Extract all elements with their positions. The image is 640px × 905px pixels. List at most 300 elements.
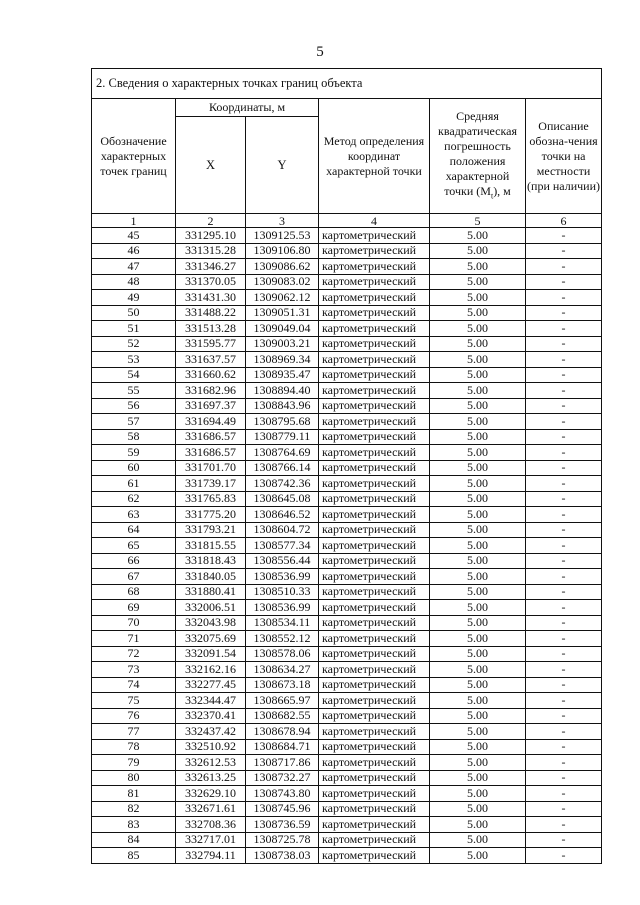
point-id-cell: 58 — [92, 429, 176, 445]
y-coordinate-cell: 1309125.53 — [246, 228, 319, 244]
description-cell: - — [526, 677, 602, 693]
y-coordinate-cell: 1308894.40 — [246, 383, 319, 399]
error-cell: 5.00 — [430, 476, 526, 492]
point-id-cell: 83 — [92, 817, 176, 833]
table-row — [92, 724, 602, 740]
table-row — [92, 429, 602, 445]
y-coordinate-cell: 1308678.94 — [246, 724, 319, 740]
column-number: 1 — [92, 214, 176, 228]
point-id-cell: 67 — [92, 569, 176, 585]
x-coordinate-cell: 331818.43 — [176, 553, 246, 569]
method-cell: картометрический — [319, 631, 430, 647]
table-row — [92, 600, 602, 616]
method-cell: картометрический — [319, 321, 430, 337]
x-coordinate-cell: 332671.61 — [176, 801, 246, 817]
description-cell: - — [526, 646, 602, 662]
x-coordinate-cell: 332510.92 — [176, 739, 246, 755]
table-row — [92, 460, 602, 476]
x-coordinate-cell: 331637.57 — [176, 352, 246, 368]
x-coordinate-cell: 331775.20 — [176, 507, 246, 523]
table-row — [92, 569, 602, 585]
error-cell: 5.00 — [430, 522, 526, 538]
description-cell: - — [526, 848, 602, 864]
error-cell: 5.00 — [430, 724, 526, 740]
method-cell: картометрический — [319, 569, 430, 585]
y-coordinate-cell: 1308682.55 — [246, 708, 319, 724]
description-cell: - — [526, 414, 602, 430]
table-row — [92, 739, 602, 755]
x-coordinate-cell: 332075.69 — [176, 631, 246, 647]
y-coordinate-cell: 1309083.02 — [246, 274, 319, 290]
point-id-cell: 73 — [92, 662, 176, 678]
description-cell: - — [526, 522, 602, 538]
point-id-cell: 51 — [92, 321, 176, 337]
y-coordinate-cell: 1308665.97 — [246, 693, 319, 709]
x-coordinate-cell: 331370.05 — [176, 274, 246, 290]
point-id-cell: 68 — [92, 584, 176, 600]
x-coordinate-cell: 332613.25 — [176, 770, 246, 786]
method-cell: картометрический — [319, 584, 430, 600]
x-coordinate-cell: 331701.70 — [176, 460, 246, 476]
description-cell: - — [526, 476, 602, 492]
method-cell: картометрический — [319, 290, 430, 306]
x-coordinate-cell: 331840.05 — [176, 569, 246, 585]
table-row — [92, 290, 602, 306]
description-cell: - — [526, 290, 602, 306]
method-cell: картометрический — [319, 367, 430, 383]
error-cell: 5.00 — [430, 290, 526, 306]
y-coordinate-cell: 1308577.34 — [246, 538, 319, 554]
header-error — [430, 99, 526, 214]
error-cell: 5.00 — [430, 336, 526, 352]
section-title: 2. Сведения о характерных точках границ объекта — [92, 69, 602, 99]
y-coordinate-cell: 1308843.96 — [246, 398, 319, 414]
table-row — [92, 553, 602, 569]
point-id-cell: 72 — [92, 646, 176, 662]
point-id-cell: 80 — [92, 770, 176, 786]
error-cell: 5.00 — [430, 631, 526, 647]
error-cell: 5.00 — [430, 274, 526, 290]
point-id-cell: 84 — [92, 832, 176, 848]
y-coordinate-cell: 1308745.96 — [246, 801, 319, 817]
method-cell: картометрический — [319, 522, 430, 538]
description-cell: - — [526, 383, 602, 399]
table-row — [92, 693, 602, 709]
y-coordinate-cell: 1308646.52 — [246, 507, 319, 523]
x-coordinate-cell: 332370.41 — [176, 708, 246, 724]
x-coordinate-cell: 331739.17 — [176, 476, 246, 492]
method-cell: картометрический — [319, 259, 430, 275]
x-coordinate-cell: 332043.98 — [176, 615, 246, 631]
table-row — [92, 491, 602, 507]
y-coordinate-cell: 1308725.78 — [246, 832, 319, 848]
y-coordinate-cell: 1308743.80 — [246, 786, 319, 802]
table-row — [92, 367, 602, 383]
column-number: 5 — [430, 214, 526, 228]
point-id-cell: 81 — [92, 786, 176, 802]
description-cell: - — [526, 228, 602, 244]
error-cell: 5.00 — [430, 646, 526, 662]
table-row — [92, 476, 602, 492]
error-cell: 5.00 — [430, 228, 526, 244]
table-row — [92, 646, 602, 662]
method-cell: картометрический — [319, 429, 430, 445]
y-coordinate-cell: 1308795.68 — [246, 414, 319, 430]
header-point: Обозначение характерных точек границ — [92, 99, 176, 214]
error-cell: 5.00 — [430, 243, 526, 259]
method-cell: картометрический — [319, 274, 430, 290]
column-number: 6 — [526, 214, 602, 228]
description-cell: - — [526, 755, 602, 771]
point-id-cell: 79 — [92, 755, 176, 771]
y-coordinate-cell: 1309051.31 — [246, 305, 319, 321]
error-cell: 5.00 — [430, 538, 526, 554]
point-id-cell: 62 — [92, 491, 176, 507]
x-coordinate-cell: 331488.22 — [176, 305, 246, 321]
description-cell: - — [526, 336, 602, 352]
error-cell: 5.00 — [430, 507, 526, 523]
method-cell: картометрический — [319, 460, 430, 476]
table-row — [92, 507, 602, 523]
error-cell: 5.00 — [430, 352, 526, 368]
x-coordinate-cell: 331295.10 — [176, 228, 246, 244]
y-coordinate-cell: 1308684.71 — [246, 739, 319, 755]
description-cell: - — [526, 600, 602, 616]
method-cell: картометрический — [319, 832, 430, 848]
point-id-cell: 63 — [92, 507, 176, 523]
error-cell: 5.00 — [430, 584, 526, 600]
x-coordinate-cell: 332277.45 — [176, 677, 246, 693]
page-number: 5 — [316, 44, 324, 60]
table-row — [92, 383, 602, 399]
x-coordinate-cell: 332162.16 — [176, 662, 246, 678]
error-cell: 5.00 — [430, 677, 526, 693]
error-cell: 5.00 — [430, 305, 526, 321]
description-cell: - — [526, 739, 602, 755]
method-cell: картометрический — [319, 786, 430, 802]
x-coordinate-cell: 332091.54 — [176, 646, 246, 662]
description-cell: - — [526, 429, 602, 445]
error-cell: 5.00 — [430, 414, 526, 430]
method-cell: картометрический — [319, 491, 430, 507]
point-id-cell: 69 — [92, 600, 176, 616]
error-cell: 5.00 — [430, 708, 526, 724]
x-coordinate-cell: 331660.62 — [176, 367, 246, 383]
y-coordinate-cell: 1308534.11 — [246, 615, 319, 631]
header-description: Описание обозна-чения точки на местности (при наличии) — [526, 99, 602, 214]
method-cell: картометрический — [319, 383, 430, 399]
x-coordinate-cell: 332794.11 — [176, 848, 246, 864]
method-cell: картометрический — [319, 708, 430, 724]
description-cell: - — [526, 770, 602, 786]
table-row — [92, 336, 602, 352]
point-id-cell: 70 — [92, 615, 176, 631]
point-id-cell: 77 — [92, 724, 176, 740]
error-cell: 5.00 — [430, 832, 526, 848]
error-cell: 5.00 — [430, 848, 526, 864]
method-cell: картометрический — [319, 398, 430, 414]
y-coordinate-cell: 1308732.27 — [246, 770, 319, 786]
y-coordinate-cell: 1308673.18 — [246, 677, 319, 693]
description-cell: - — [526, 553, 602, 569]
x-coordinate-cell: 332437.42 — [176, 724, 246, 740]
y-coordinate-cell: 1309062.12 — [246, 290, 319, 306]
description-cell: - — [526, 662, 602, 678]
y-coordinate-cell: 1308556.44 — [246, 553, 319, 569]
y-coordinate-cell: 1308764.69 — [246, 445, 319, 461]
x-coordinate-cell: 331513.28 — [176, 321, 246, 337]
point-id-cell: 49 — [92, 290, 176, 306]
error-cell: 5.00 — [430, 460, 526, 476]
y-coordinate-cell: 1308969.34 — [246, 352, 319, 368]
error-cell: 5.00 — [430, 321, 526, 337]
description-cell: - — [526, 321, 602, 337]
table-row — [92, 677, 602, 693]
description-cell: - — [526, 708, 602, 724]
method-cell: картометрический — [319, 662, 430, 678]
point-id-cell: 75 — [92, 693, 176, 709]
method-cell: картометрический — [319, 724, 430, 740]
point-id-cell: 76 — [92, 708, 176, 724]
table-row — [92, 352, 602, 368]
description-cell: - — [526, 693, 602, 709]
point-id-cell: 71 — [92, 631, 176, 647]
x-coordinate-cell: 331697.37 — [176, 398, 246, 414]
x-coordinate-cell: 332006.51 — [176, 600, 246, 616]
y-coordinate-cell: 1308742.36 — [246, 476, 319, 492]
x-coordinate-cell: 331793.21 — [176, 522, 246, 538]
y-coordinate-cell: 1308578.06 — [246, 646, 319, 662]
method-cell: картометрический — [319, 553, 430, 569]
table-row — [92, 228, 602, 244]
y-coordinate-cell: 1308604.72 — [246, 522, 319, 538]
table-row — [92, 708, 602, 724]
header-error-main: Средняя квадратическая погрешность положения характерной точки (M — [438, 108, 517, 198]
header-y: Y — [246, 117, 319, 214]
method-cell: картометрический — [319, 243, 430, 259]
point-id-cell: 78 — [92, 739, 176, 755]
method-cell: картометрический — [319, 228, 430, 244]
error-cell: 5.00 — [430, 429, 526, 445]
description-cell: - — [526, 243, 602, 259]
x-coordinate-cell: 331431.30 — [176, 290, 246, 306]
y-coordinate-cell: 1308536.99 — [246, 569, 319, 585]
point-id-cell: 54 — [92, 367, 176, 383]
method-cell: картометрический — [319, 538, 430, 554]
y-coordinate-cell: 1309003.21 — [246, 336, 319, 352]
x-coordinate-cell: 331686.57 — [176, 429, 246, 445]
description-cell: - — [526, 460, 602, 476]
y-coordinate-cell: 1308552.12 — [246, 631, 319, 647]
table-row — [92, 414, 602, 430]
x-coordinate-cell: 331682.96 — [176, 383, 246, 399]
point-id-cell: 45 — [92, 228, 176, 244]
error-cell: 5.00 — [430, 786, 526, 802]
y-coordinate-cell: 1308536.99 — [246, 600, 319, 616]
x-coordinate-cell: 331694.49 — [176, 414, 246, 430]
method-cell: картометрический — [319, 615, 430, 631]
error-cell: 5.00 — [430, 491, 526, 507]
y-coordinate-cell: 1308634.27 — [246, 662, 319, 678]
method-cell: картометрический — [319, 476, 430, 492]
method-cell: картометрический — [319, 693, 430, 709]
column-number-row — [92, 214, 602, 228]
description-cell: - — [526, 786, 602, 802]
description-cell: - — [526, 801, 602, 817]
y-coordinate-cell: 1308510.33 — [246, 584, 319, 600]
description-cell: - — [526, 538, 602, 554]
point-id-cell: 82 — [92, 801, 176, 817]
description-cell: - — [526, 724, 602, 740]
description-cell: - — [526, 367, 602, 383]
method-cell: картометрический — [319, 646, 430, 662]
description-cell: - — [526, 398, 602, 414]
x-coordinate-cell: 332708.36 — [176, 817, 246, 833]
x-coordinate-cell: 331346.27 — [176, 259, 246, 275]
point-id-cell: 52 — [92, 336, 176, 352]
error-cell: 5.00 — [430, 801, 526, 817]
x-coordinate-cell: 331765.83 — [176, 491, 246, 507]
header-x: X — [176, 117, 246, 214]
point-id-cell: 47 — [92, 259, 176, 275]
table-body — [92, 228, 602, 864]
point-id-cell: 64 — [92, 522, 176, 538]
table-row — [92, 755, 602, 771]
y-coordinate-cell: 1308736.59 — [246, 817, 319, 833]
method-cell: картометрический — [319, 739, 430, 755]
table-row — [92, 398, 602, 414]
table-row — [92, 305, 602, 321]
y-coordinate-cell: 1309106.80 — [246, 243, 319, 259]
error-cell: 5.00 — [430, 770, 526, 786]
table-row — [92, 445, 602, 461]
method-cell: картометрический — [319, 770, 430, 786]
description-cell: - — [526, 817, 602, 833]
table-row — [92, 770, 602, 786]
method-cell: картометрический — [319, 848, 430, 864]
table-row — [92, 584, 602, 600]
error-cell: 5.00 — [430, 662, 526, 678]
error-cell: 5.00 — [430, 600, 526, 616]
error-cell: 5.00 — [430, 615, 526, 631]
header-error-tail: ), м — [493, 183, 511, 198]
point-id-cell: 56 — [92, 398, 176, 414]
x-coordinate-cell: 331815.55 — [176, 538, 246, 554]
point-id-cell: 65 — [92, 538, 176, 554]
y-coordinate-cell: 1309086.62 — [246, 259, 319, 275]
boundary-points-table — [91, 68, 602, 864]
point-id-cell: 50 — [92, 305, 176, 321]
point-id-cell: 53 — [92, 352, 176, 368]
error-cell: 5.00 — [430, 367, 526, 383]
point-id-cell: 66 — [92, 553, 176, 569]
table-row — [92, 786, 602, 802]
y-coordinate-cell: 1308645.08 — [246, 491, 319, 507]
description-cell: - — [526, 584, 602, 600]
x-coordinate-cell: 331880.41 — [176, 584, 246, 600]
method-cell: картометрический — [319, 414, 430, 430]
point-id-cell: 61 — [92, 476, 176, 492]
error-cell: 5.00 — [430, 569, 526, 585]
table-row — [92, 631, 602, 647]
column-number: 3 — [246, 214, 319, 228]
y-coordinate-cell: 1308766.14 — [246, 460, 319, 476]
table-row — [92, 243, 602, 259]
description-cell: - — [526, 569, 602, 585]
header-coordinates: Координаты, м — [176, 99, 319, 117]
x-coordinate-cell: 332629.10 — [176, 786, 246, 802]
x-coordinate-cell: 332612.53 — [176, 755, 246, 771]
description-cell: - — [526, 445, 602, 461]
table-row — [92, 522, 602, 538]
table-row — [92, 848, 602, 864]
description-cell: - — [526, 352, 602, 368]
point-id-cell: 46 — [92, 243, 176, 259]
x-coordinate-cell: 332344.47 — [176, 693, 246, 709]
description-cell: - — [526, 631, 602, 647]
method-cell: картометрический — [319, 600, 430, 616]
description-cell: - — [526, 305, 602, 321]
table-row — [92, 259, 602, 275]
error-cell: 5.00 — [430, 383, 526, 399]
method-cell: картометрический — [319, 305, 430, 321]
table-row — [92, 615, 602, 631]
table-row — [92, 801, 602, 817]
error-cell: 5.00 — [430, 398, 526, 414]
y-coordinate-cell: 1308738.03 — [246, 848, 319, 864]
table-row — [92, 321, 602, 337]
x-coordinate-cell: 331315.28 — [176, 243, 246, 259]
point-id-cell: 55 — [92, 383, 176, 399]
table-row — [92, 538, 602, 554]
description-cell: - — [526, 259, 602, 275]
point-id-cell: 74 — [92, 677, 176, 693]
table-row — [92, 832, 602, 848]
x-coordinate-cell: 331595.77 — [176, 336, 246, 352]
error-cell: 5.00 — [430, 445, 526, 461]
error-cell: 5.00 — [430, 755, 526, 771]
description-cell: - — [526, 491, 602, 507]
header-error-sub: t — [490, 191, 494, 201]
table-row — [92, 662, 602, 678]
error-cell: 5.00 — [430, 259, 526, 275]
header-method: Метод определения координат характерной точки — [319, 99, 430, 214]
method-cell: картометрический — [319, 755, 430, 771]
x-coordinate-cell: 332717.01 — [176, 832, 246, 848]
error-cell: 5.00 — [430, 739, 526, 755]
description-cell: - — [526, 615, 602, 631]
description-cell: - — [526, 832, 602, 848]
point-id-cell: 57 — [92, 414, 176, 430]
y-coordinate-cell: 1308717.86 — [246, 755, 319, 771]
column-number: 4 — [319, 214, 430, 228]
point-id-cell: 48 — [92, 274, 176, 290]
point-id-cell: 60 — [92, 460, 176, 476]
points-sheet — [91, 68, 601, 864]
table-row — [92, 817, 602, 833]
error-cell: 5.00 — [430, 553, 526, 569]
method-cell: картометрический — [319, 677, 430, 693]
y-coordinate-cell: 1309049.04 — [246, 321, 319, 337]
point-id-cell: 59 — [92, 445, 176, 461]
error-cell: 5.00 — [430, 693, 526, 709]
description-cell: - — [526, 274, 602, 290]
error-cell: 5.00 — [430, 817, 526, 833]
method-cell: картометрический — [319, 336, 430, 352]
x-coordinate-cell: 331686.57 — [176, 445, 246, 461]
column-number: 2 — [176, 214, 246, 228]
table-row — [92, 274, 602, 290]
